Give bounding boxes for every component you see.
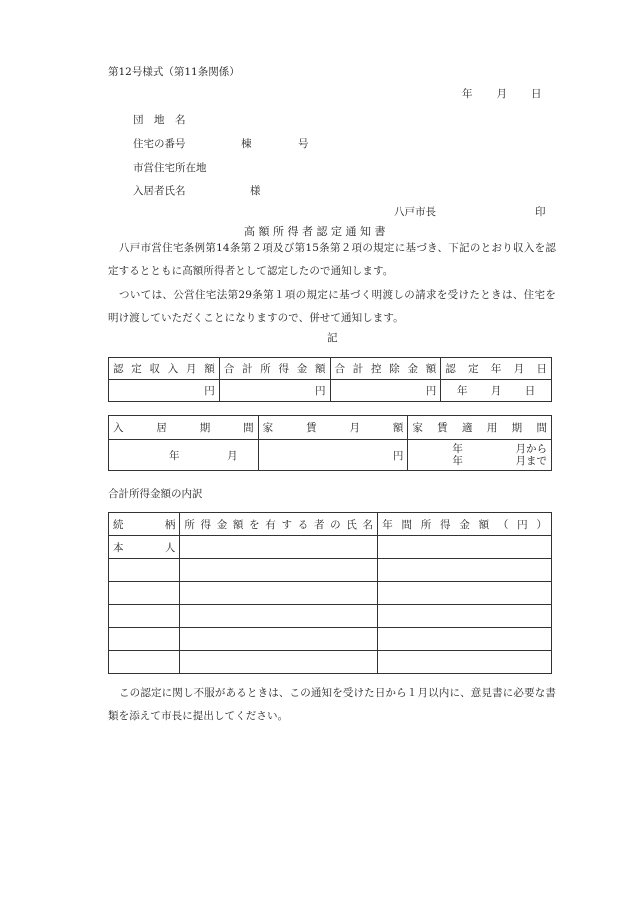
breakdown-title: 合計所得金額の内訳 xyxy=(108,488,203,500)
ki-label: 記 xyxy=(327,332,338,344)
relation-cell[interactable] xyxy=(109,582,180,605)
annual-income-cell[interactable] xyxy=(378,536,552,559)
annual-income-cell[interactable] xyxy=(378,628,552,651)
header-recognition-date: 認 定 年 月 日 xyxy=(445,363,547,375)
seal-mark: 印 xyxy=(535,206,546,218)
footer-paragraph: この認定に関し不服があるときは、この通知を受けた日から１月以内に、意見書に必要な書類を添えて市長に提出してください。 xyxy=(108,687,556,722)
location-label: 市営住宅所在地 xyxy=(133,162,207,174)
earner-name-cell[interactable] xyxy=(180,536,378,559)
building-unit: 棟 xyxy=(241,138,252,150)
header-residence-period: 入 居 期 間 xyxy=(113,422,254,434)
body-paragraph-1: 八戸市営住宅条例第14条第２項及び第15条第２項の規定に基づき、下記のとおり収入を認定するとともに高額所得者として認定したので通知します。 xyxy=(108,242,556,277)
header-total-income: 合 計 所 得 金 額 xyxy=(223,363,326,375)
income-table xyxy=(108,357,552,402)
honorific: 様 xyxy=(250,185,261,197)
total-deduction-cell[interactable]: 円 xyxy=(330,380,441,402)
date-line xyxy=(462,86,542,101)
annual-income-cell[interactable] xyxy=(378,559,552,582)
recognition-date-cell[interactable]: 年 月 日 xyxy=(441,380,552,402)
date-day: 日 xyxy=(531,88,542,100)
earner-name-cell[interactable] xyxy=(180,582,378,605)
relation-self: 本 人 xyxy=(113,541,176,554)
resident-label: 入居者氏名 xyxy=(133,185,186,197)
danchi-label: 団 地 名 xyxy=(133,114,186,126)
earner-name-cell[interactable] xyxy=(180,559,378,582)
total-income-cell[interactable]: 円 xyxy=(219,380,330,402)
annual-income-cell[interactable] xyxy=(378,651,552,674)
earner-name-cell[interactable] xyxy=(180,605,378,628)
relation-cell[interactable] xyxy=(109,628,180,651)
breakdown-table xyxy=(108,512,552,674)
document-title: 高 額 所 得 者 認 定 通 知 書 xyxy=(244,225,386,238)
header-recognized-income: 認 定 収 入 月 額 xyxy=(113,363,215,375)
issuer-title: 八戸市長 xyxy=(394,206,436,218)
header-relation: 続 柄 xyxy=(113,518,176,531)
house-number-label: 住宅の番号 xyxy=(133,138,186,150)
header-monthly-rent: 家 賃 月 額 xyxy=(262,422,404,434)
number-unit: 号 xyxy=(298,138,309,150)
form-number: 第12号様式（第11条関係） xyxy=(108,66,240,78)
header-rent-period: 家 賃 適 用 期 間 xyxy=(412,422,547,434)
header-annual-income: 年 間 所 得 金 額 （ 円 ） xyxy=(382,518,547,531)
relation-cell[interactable] xyxy=(109,559,180,582)
relation-cell[interactable] xyxy=(109,605,180,628)
recognized-income-cell[interactable]: 円 xyxy=(109,380,220,402)
monthly-rent-cell[interactable]: 円 xyxy=(258,440,408,471)
relation-cell[interactable] xyxy=(109,651,180,674)
annual-income-cell[interactable] xyxy=(378,582,552,605)
annual-income-cell[interactable] xyxy=(378,605,552,628)
header-earner-name: 所 得 金 額 を 有 す る 者 の 氏 名 xyxy=(184,518,374,531)
date-month: 月 xyxy=(496,88,507,100)
earner-name-cell[interactable] xyxy=(180,628,378,651)
rent-period-cell[interactable]: 年 月から 年 月まで xyxy=(408,440,552,471)
earner-name-cell[interactable] xyxy=(180,651,378,674)
header-total-deduction: 合 計 控 除 金 額 xyxy=(334,363,437,375)
relation-cell[interactable] xyxy=(109,536,180,559)
rent-table xyxy=(108,415,552,471)
residence-period-cell[interactable]: 年 月 xyxy=(109,440,259,471)
body-paragraph-2: ついては、公営住宅法第29条第１項の規定に基づく明渡しの請求を受けたときは、住宅を明け渡していただくことになりますので、併せて通知します。 xyxy=(108,289,556,324)
date-year: 年 xyxy=(462,88,473,100)
